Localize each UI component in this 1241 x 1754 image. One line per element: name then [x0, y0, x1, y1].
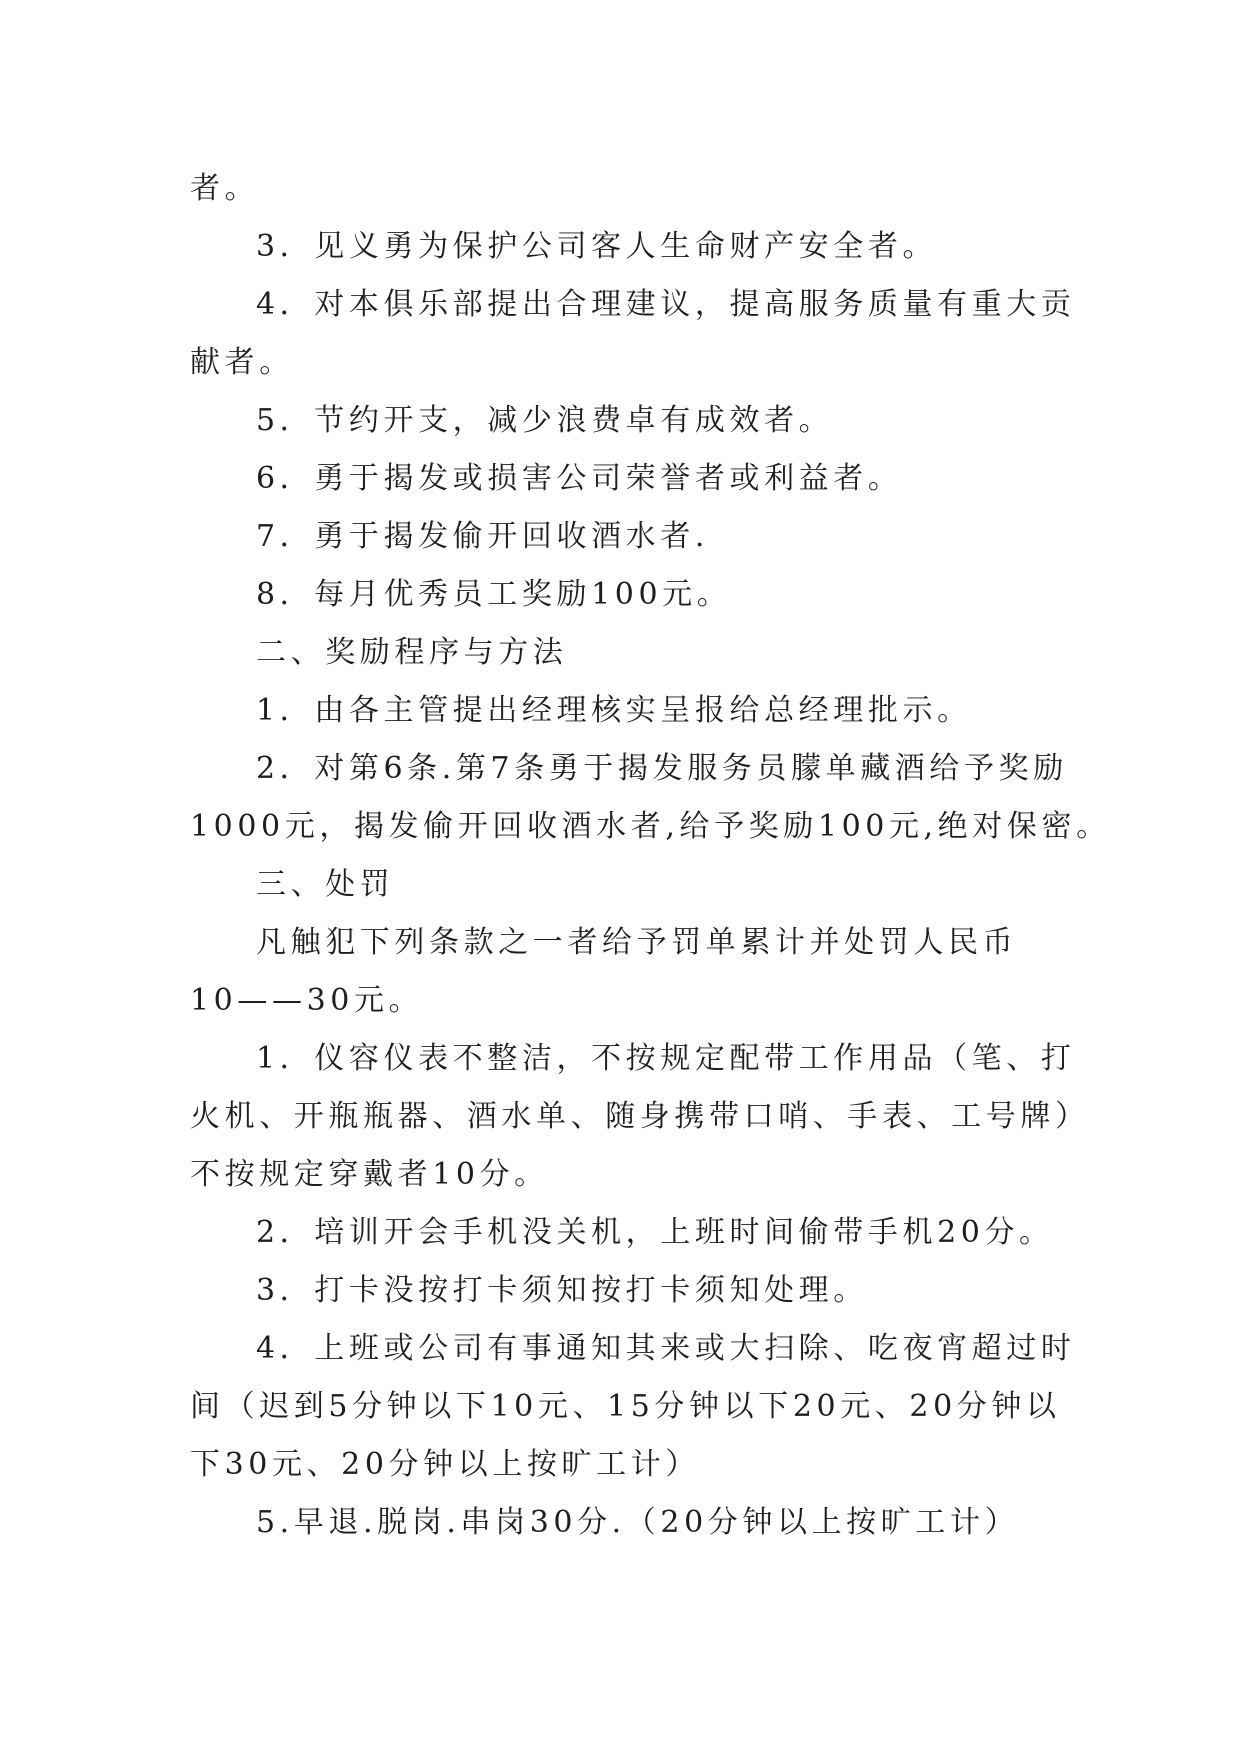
text-line: 1．仪容仪表不整洁，不按规定配带工作用品（笔、打	[256, 1041, 1076, 1076]
text-line: 4．上班或公司有事通知其来或大扫除、吃夜宵超过时	[256, 1331, 1076, 1366]
text-line: 7．勇于揭发偷开回收酒水者.	[256, 519, 710, 554]
text-line: 间（迟到5分钟以下10元、15分钟以下20元、20分钟以	[190, 1389, 1061, 1424]
text-line: 火机、开瓶瓶器、酒水单、随身携带口哨、手表、工号牌）	[190, 1099, 1090, 1134]
text-line: 5.早退.脱岗.串岗30分.（20分钟以上按旷工计）	[256, 1505, 1020, 1540]
text-line: 2．培训开会手机没关机，上班时间偷带手机20分。	[256, 1215, 1054, 1250]
text-line: 2．对第6条.第7条勇于揭发服务员朦单藏酒给予奖励	[256, 751, 1068, 786]
text-line: 3．打卡没按打卡须知按打卡须知处理。	[256, 1273, 868, 1308]
text-line: 1．由各主管提出经理核实呈报给总经理批示。	[256, 693, 972, 728]
section-heading: 三、处罚	[256, 867, 395, 902]
text-line: 10——30元。	[190, 983, 424, 1018]
text-line: 3．见义勇为保护公司客人生命财产安全者。	[256, 229, 938, 264]
text-line: 者。	[190, 171, 260, 206]
text-line: 6．勇于揭发或损害公司荣誉者或利益者。	[256, 461, 903, 496]
section-heading: 二、奖励程序与方法	[256, 635, 568, 670]
text-line: 1000元，揭发偷开回收酒水者,给予奖励100元,绝对保密。	[190, 809, 1111, 844]
text-line: 凡触犯下列条款之一者给予罚单累计并处罚人民币	[256, 925, 1018, 960]
text-line: 8．每月优秀员工奖励100元。	[256, 577, 732, 612]
text-line: 不按规定穿戴者10分。	[190, 1157, 549, 1192]
text-line: 4．对本俱乐部提出合理建议，提高服务质量有重大贡	[256, 287, 1076, 322]
text-line: 5．节约开支，减少浪费卓有成效者。	[256, 403, 834, 438]
text-line: 下30元、20分钟以上按旷工计）	[190, 1447, 700, 1482]
text-line: 献者。	[190, 345, 294, 380]
document-body	[190, 160, 1111, 1552]
